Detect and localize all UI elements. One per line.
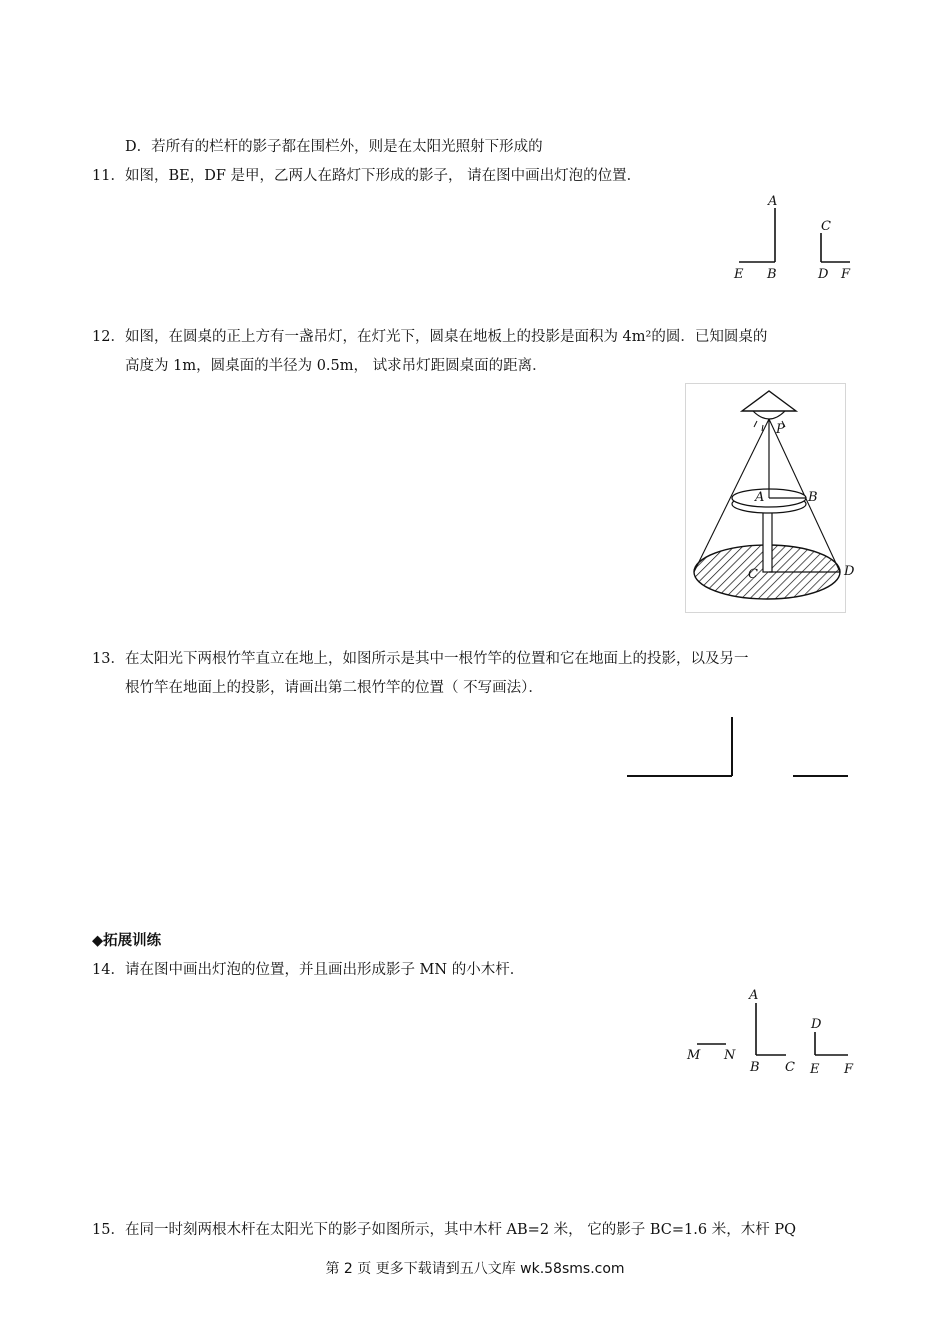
question-12-text-1: 12．如图，在圆桌的正上方有一盏吊灯，在灯光下，圆桌在地板上的投影是面积为 4m²的圆．已知圆桌的 — [92, 329, 768, 345]
label-a: A — [749, 988, 759, 1003]
label-c: C — [748, 567, 758, 582]
lamp-bulb — [753, 411, 785, 419]
question-15-text: 15．在同一时刻两根木杆在太阳光下的影子如图所示，其中木杆 AB=2 米， 它的影子 BC=1.6 米，木杆 PQ — [92, 1222, 796, 1238]
label-c: C — [821, 219, 831, 234]
label-f: F — [841, 267, 851, 282]
label-n: N — [724, 1048, 736, 1063]
label-a: A — [768, 194, 778, 209]
label-d: D — [844, 564, 855, 579]
label-e: E — [734, 267, 744, 282]
label-c: C — [785, 1060, 795, 1075]
question-12-text-2: 高度为 1m，圆桌面的半径为 0.5m， 试求吊灯距圆桌面的距离． — [125, 358, 547, 374]
page-footer: 第 2 页 更多下载请到五八文库 wk.58sms.com — [325, 1261, 625, 1277]
figure-11 — [725, 190, 865, 285]
table-leg — [763, 506, 772, 572]
question-11-text: 11．如图，BE，DF 是甲，乙两人在路灯下形成的影子， 请在图中画出灯泡的位置． — [92, 168, 642, 184]
label-b: B — [767, 267, 777, 282]
label-b: B — [808, 490, 818, 505]
label-f: F — [844, 1062, 854, 1077]
figure-13 — [620, 710, 860, 785]
figure-14 — [680, 985, 870, 1085]
label-m: M — [687, 1048, 701, 1063]
label-b: B — [750, 1060, 760, 1075]
label-p: P — [776, 422, 785, 437]
question-14-text: 14．请在图中画出灯泡的位置，并且画出形成影子 MN 的小木杆． — [92, 962, 525, 978]
question-13-text-2: 根竹竿在地面上的投影，请画出第二根竹竿的位置（ 不写画法）． — [125, 680, 543, 696]
label-d: D — [811, 1017, 822, 1032]
label-e: E — [810, 1062, 820, 1077]
label-d: D — [818, 267, 829, 282]
label-a: A — [755, 490, 765, 505]
lamp-shade — [742, 391, 796, 411]
section-title: ◆拓展训练 — [92, 933, 162, 949]
question-13-text-1: 13．在太阳光下两根竹竿直立在地上，如图所示是其中一根竹竿的位置和它在地面上的投影，以及另一 — [92, 651, 749, 667]
figure-12 — [685, 383, 865, 613]
option-d-text: D．若所有的栏杆的影子都在围栏外，则是在太阳光照射下形成的 — [125, 139, 543, 155]
